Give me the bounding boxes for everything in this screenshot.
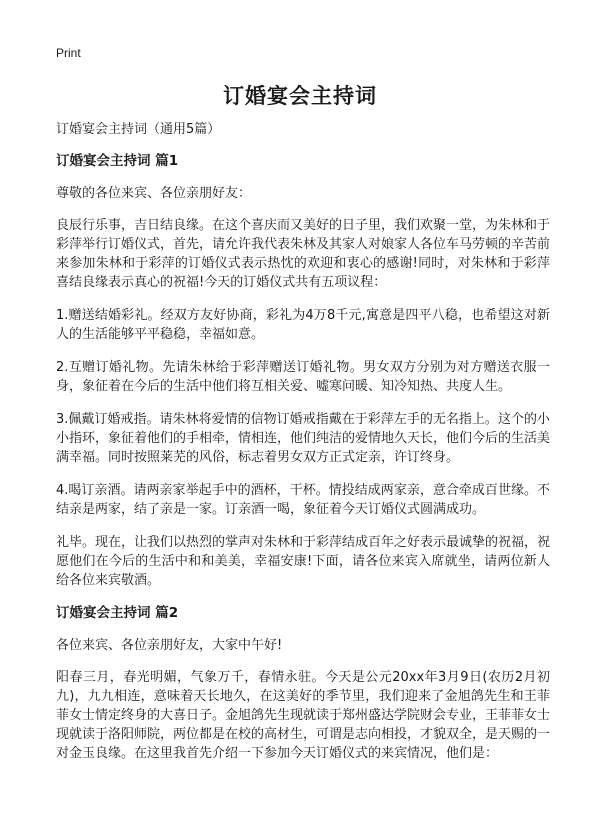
section-heading: 订婚宴会主持词 篇2 [56, 605, 179, 621]
paragraph: 3.佩戴订婚戒指。请朱林将爱情的信物订婚戒指戴在于彩萍左手的无名指上。这个的小小指环，象征着他们的手相牵，情相连，他们纯洁的爱情地久天长，他们今后的生活美满幸福。同时按照莱芜的风俗，标志着男女双方正式定亲，许订终身。 [56, 412, 551, 465]
paragraph: 各位来宾、各位亲朋好友，大家中午好! [56, 638, 283, 653]
document-title: 订婚宴会主持词 [223, 84, 377, 108]
paragraph: 礼毕。现在，让我们以热烈的掌声对朱林和于彩萍结成百年之好表示最诚挚的祝福，祝愿他们在今后的生活中和和美美，幸福安康!下面，请各位来宾入席就坐，请两位新人给各位来宾敬酒。 [56, 535, 551, 588]
document-body [56, 120, 550, 777]
paragraph: 尊敬的各位来宾、各位亲朋好友： [56, 186, 252, 201]
paragraph: 4.喝订亲酒。请两亲家举起手中的酒杯，干杯。情投结成两家亲，意合牵成百世缘。不结亲是两家，结了亲是一家。订亲酒一喝，象征着今天订婚仪式圆满成功。 [56, 483, 550, 517]
document-subtitle: 订婚宴会主持词（通用5篇） [56, 122, 221, 137]
paragraph: 2.互赠订婚礼物。先请朱林给于彩萍赠送订婚礼物。男女双方分别为对方赠送衣服一身，象征着在今后的生活中他们将互相关爱、嘘寒问暖、知冷知热、共度人生。 [56, 360, 550, 394]
paragraph: 1.赠送结婚彩礼。经双方友好协商，彩礼为4万8千元,寓意是四平八稳，也希望这对新人的生活能够平平稳稳，幸福如意。 [56, 308, 550, 342]
print-link[interactable]: Print [56, 46, 81, 60]
paragraph: 阳春三月，春光明媚，气象万千，春情永驻。今天是公元20xx年3月9日(农历2月初九)，九九相连，意味着天长地久，在这美好的季节里，我们迎来了金旭鸽先生和王菲菲女士情定终身的大喜日子。金旭鸽先生现就读于郑州盛达学院财会专业，王菲菲女士现就读于洛阳师院，两位都是在校的高材生，可谓是志向相投，才貌双全，是天赐的一对金玉良缘。在这里我首先介绍一下参加今天订婚仪式的来宾情况，他们是： [56, 670, 551, 761]
section-heading: 订婚宴会主持词 篇1 [56, 153, 179, 169]
paragraph: 良辰行乐事，吉日结良缘。在这个喜庆而又美好的日子里，我们欢聚一堂，为朱林和于彩萍举行订婚仪式，首先，请允许我代表朱林及其家人对娘家人各位车马劳顿的辛苦前来参加朱林和于彩萍的订婚仪式表示热忱的欢迎和衷心的感谢!同时，对朱林和于彩萍喜结良缘表示真心的祝福!今天的订婚仪式共有五项议程： [56, 218, 551, 290]
